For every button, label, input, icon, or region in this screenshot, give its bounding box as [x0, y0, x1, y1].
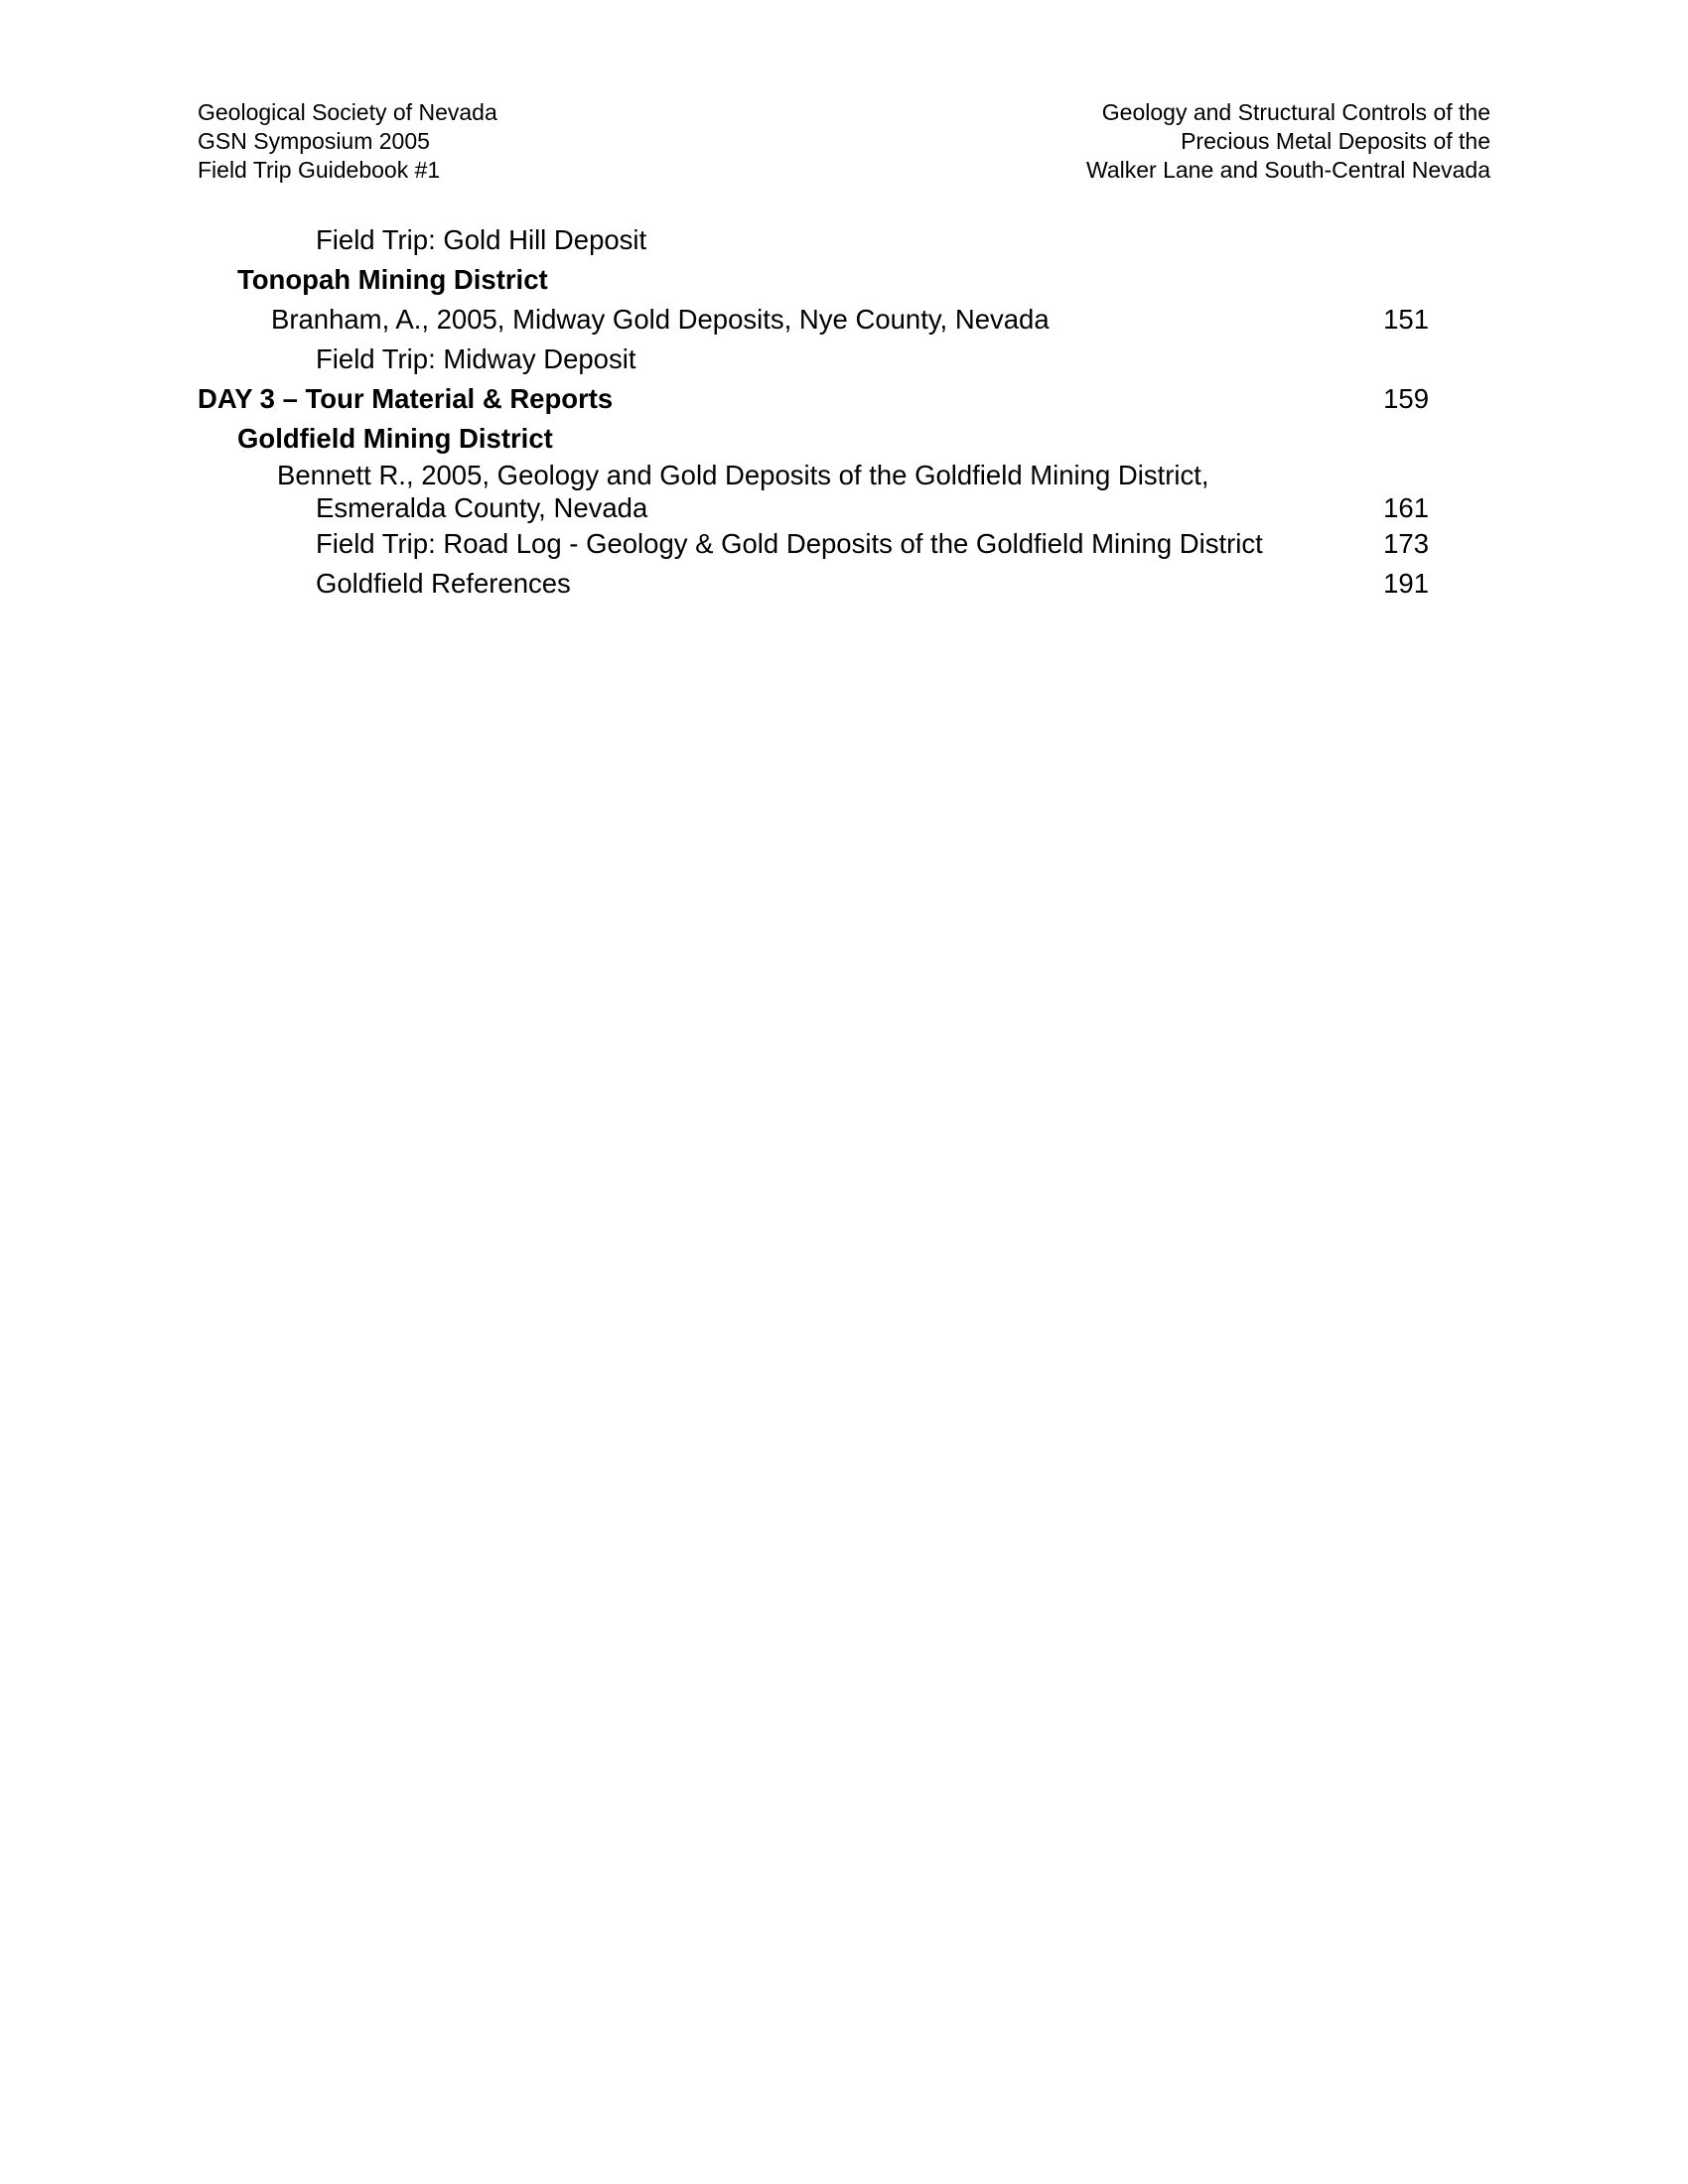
toc-day-title: DAY 3 – Tour Material & Reports — [198, 383, 614, 414]
header-org-name: Geological Society of Nevada — [198, 99, 497, 125]
toc-page-number: 151 — [1383, 304, 1429, 335]
header-symposium: GSN Symposium 2005 — [198, 128, 430, 154]
toc-section-title: Tonopah Mining District — [237, 264, 548, 295]
toc-day-heading — [198, 379, 1429, 419]
toc-section-heading — [198, 260, 1429, 300]
toc-entry — [198, 220, 1429, 260]
header-title-line-1: Geology and Structural Controls of the — [1101, 99, 1490, 125]
table-of-contents — [198, 220, 1429, 604]
header-right-block — [1086, 98, 1490, 185]
toc-entry — [198, 524, 1429, 564]
toc-entry — [198, 300, 1429, 340]
toc-page-number: 159 — [1383, 383, 1429, 414]
toc-entry-title: Field Trip: Gold Hill Deposit — [316, 224, 647, 255]
header-left-block — [198, 98, 497, 185]
toc-entry-title: Field Trip: Midway Deposit — [316, 343, 636, 374]
toc-page-number: 161 — [1383, 492, 1429, 523]
toc-entry-title: Goldfield References — [316, 568, 571, 599]
toc-entry — [198, 459, 1429, 524]
toc-page-number: 191 — [1383, 568, 1429, 599]
toc-entry-title-wrapped — [277, 459, 1209, 524]
toc-section-heading — [198, 419, 1429, 459]
toc-entry-title: Field Trip: Road Log - Geology & Gold Deposits of the Goldfield Mining District — [316, 528, 1263, 559]
toc-entry — [198, 340, 1429, 379]
header-title-line-3: Walker Lane and South-Central Nevada — [1086, 157, 1490, 183]
toc-entry-title-line-1: Bennett R., 2005, Geology and Gold Deposits of the Goldfield Mining District, — [277, 460, 1209, 490]
toc-section-title: Goldfield Mining District — [237, 423, 553, 454]
header-guidebook: Field Trip Guidebook #1 — [198, 157, 441, 183]
toc-entry-title-line-2: Esmeralda County, Nevada — [316, 492, 648, 523]
toc-entry-title: Branham, A., 2005, Midway Gold Deposits, Nye County, Nevada — [271, 304, 1050, 335]
toc-page-number: 173 — [1383, 528, 1429, 559]
header-title-line-2: Precious Metal Deposits of the — [1181, 128, 1490, 154]
toc-entry — [198, 564, 1429, 604]
